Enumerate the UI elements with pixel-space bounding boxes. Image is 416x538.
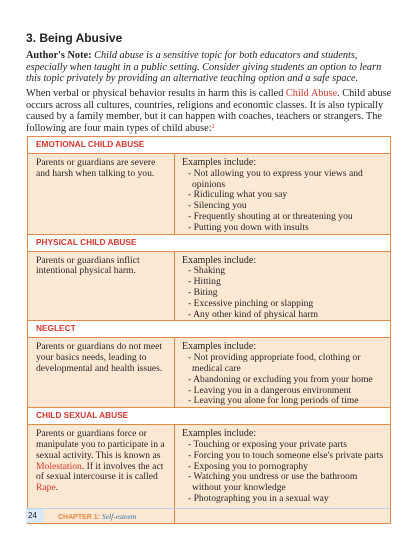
example-item: - Photographing you in a sexual way	[188, 492, 329, 504]
examples-heading: Examples include:	[182, 254, 257, 266]
example-item: - Abandoning or excluding you from your home	[188, 373, 373, 385]
chapter-title: Self-esteem	[101, 512, 137, 521]
example-item: - Silencing you	[188, 200, 247, 212]
category-description: Parents or guardians force or manipulate you to participate in a sexual activity. This is known as Molestation. If it involves the act of sexual intercourse it is called Rape.	[28, 425, 175, 524]
molestation-term: Molestation	[36, 460, 82, 472]
example-item: - Putting you down with insults	[188, 221, 309, 233]
category-examples	[175, 338, 391, 408]
category-header-neglect: NEGLECT	[28, 321, 391, 338]
examples-heading: Examples include:	[182, 428, 257, 440]
intro-paragraph	[26, 88, 392, 134]
chapter-number: CHAPTER 1:	[58, 514, 101, 521]
example-item: - Touching or exposing your private parts	[188, 438, 348, 450]
footnote-marker: 2	[211, 123, 215, 130]
example-item: - Hitting	[188, 276, 221, 288]
intro-text-after: . Child abuse occurs across all cultures, countries, religions and economic classes. It is also typically caused by a family member, but it can happen with coaches, teachers or strangers. The following are four main types of child abuse:	[26, 88, 392, 134]
authors-note	[26, 50, 390, 85]
example-item: - Not providing appropriate food, clothing or medical care	[188, 352, 361, 374]
authors-note-label: Author's Note:	[26, 50, 92, 61]
example-item: - Leaving you in a dangerous environment	[188, 384, 352, 396]
page-number-box	[26, 509, 44, 523]
example-item: - Shaking	[188, 265, 226, 277]
page-number: 24	[28, 511, 37, 520]
example-item: - Leaving you alone for long periods of time	[188, 395, 359, 407]
category-header-sexual: CHILD SEXUAL ABUSE	[28, 408, 391, 425]
page-footer	[26, 508, 390, 529]
intro-text-before: When verbal or physical behavior results in harm this is called	[26, 88, 286, 99]
example-item: - Forcing you to touch someone else's private parts	[188, 449, 384, 461]
example-item: - Biting	[188, 286, 218, 298]
example-item: - Ridiculing what you say	[188, 189, 288, 201]
example-item: - Frequently shouting at or threatening you	[188, 210, 353, 222]
examples-heading: Examples include:	[182, 157, 257, 168]
category-header-emotional: EMOTIONAL CHILD ABUSE	[28, 137, 391, 154]
example-item: - Not allowing you to express your views and opinions	[188, 167, 363, 190]
authors-note-text: Child abuse is a sensitive topic for both educators and students, especially when taught in a public setting. Consider giving students an option to learn this topic privately by providing an alternative teaching option and a safe space.	[26, 50, 382, 85]
category-header-physical: PHYSICAL CHILD ABUSE	[28, 234, 391, 251]
section-heading: 3. Being Abusive	[26, 31, 123, 45]
category-description: Parents or guardians are severe and harsh when talking to you.	[28, 154, 175, 235]
example-item: - Exposing you to pornography	[188, 460, 308, 472]
example-item: - Watching you undress or use the bathroom without your knowledge	[188, 471, 358, 494]
category-description: Parents or guardians inflict intentional physical harm.	[28, 251, 175, 321]
examples-heading: Examples include:	[182, 341, 257, 353]
rape-term: Rape	[36, 482, 56, 494]
category-examples	[175, 154, 391, 235]
example-item: - Excessive pinching or slapping	[188, 297, 314, 309]
example-item: - Any other kind of physical harm	[188, 308, 319, 320]
abuse-types-table	[27, 136, 391, 524]
chapter-label	[58, 512, 136, 521]
child-abuse-term: Child Abuse	[285, 88, 338, 99]
category-description: Parents or guardians do not meet your basics needs, leading to developmental and health issues.	[28, 338, 175, 408]
category-examples	[175, 251, 391, 321]
